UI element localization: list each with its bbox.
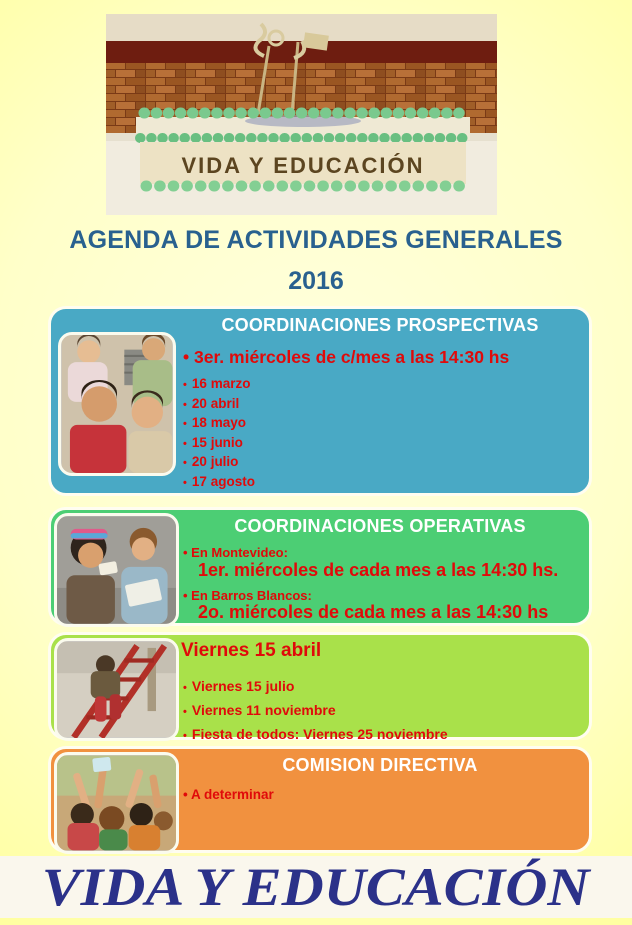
brand-banner [0, 856, 632, 918]
photo-children-eating [54, 513, 179, 627]
page-title [0, 226, 632, 296]
card-operativas-header: COORDINACIONES OPERATIVAS [234, 516, 526, 536]
card-coordinaciones-operativas [48, 507, 592, 626]
card-prospectivas-header: COORDINACIONES PROSPECTIVAS [221, 315, 539, 335]
viernes-title: Viernes 15 abril [181, 640, 322, 661]
cake-photo-illustration [106, 14, 497, 215]
prospectivas-main-bullet: • 3er. miércoles de c/mes a las 14:30 hs [183, 347, 509, 368]
prospectivas-dates-list [183, 375, 255, 492]
directiva-note: • A determinar [183, 787, 274, 802]
page-title-line1: AGENDA DE ACTIVIDADES GENERALES [69, 226, 563, 254]
list-item: • Viernes 15 julio [183, 675, 448, 699]
list-item: • 16 marzo [183, 375, 255, 395]
cake-text: VIDA Y EDUCACIÓN [181, 153, 425, 178]
operativas-location-1: • En Montevideo: [183, 545, 288, 560]
list-item: • 18 mayo [183, 414, 255, 434]
photo-children-arms-raised [54, 752, 179, 854]
cake-photo [106, 14, 497, 215]
list-item: • Viernes 11 noviembre [183, 699, 448, 723]
list-item: • 20 abril [183, 395, 255, 415]
list-item: • Fiesta de todos: Viernes 25 noviembre [183, 723, 448, 747]
list-item: • 15 junio [183, 434, 255, 454]
card-coordinaciones-prospectivas [48, 306, 592, 496]
photo-boy-ladder [54, 638, 179, 741]
card-directiva-header: COMISION DIRECTIVA [282, 755, 478, 775]
page-title-year: 2016 [288, 267, 344, 295]
card-viernes [48, 632, 592, 740]
operativas-detail-2: 2o. miércoles de cada mes a las 14:30 hs [198, 602, 549, 622]
operativas-detail-1: 1er. miércoles de cada mes a las 14:30 hs. [198, 560, 559, 580]
card-comision-directiva [48, 746, 592, 853]
operativas-location-2: • En Barros Blancos: [183, 588, 312, 603]
viernes-dates-list [183, 675, 448, 747]
brand-banner-text: VIDA Y EDUCACIÓN [42, 857, 590, 917]
list-item: • 17 agosto [183, 473, 255, 493]
list-item: • 20 julio [183, 453, 255, 473]
photo-children-group [58, 332, 176, 476]
